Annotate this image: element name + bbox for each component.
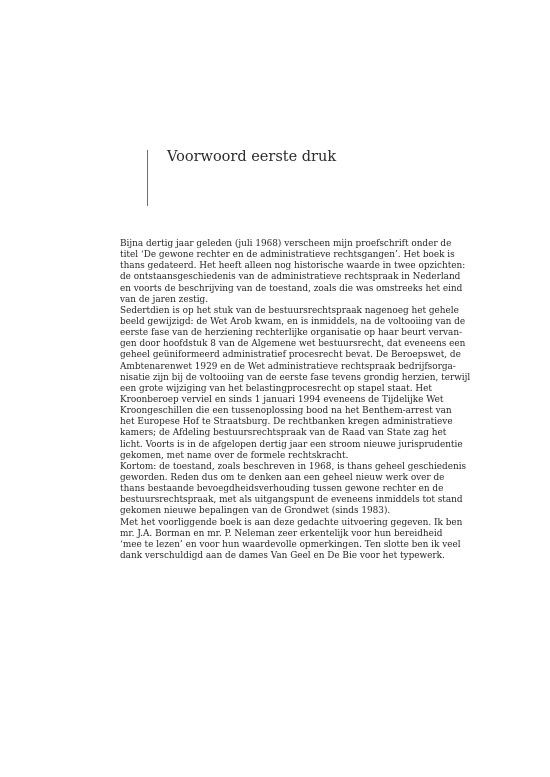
text-line: Kroongeschillen die een tussenoplossing bood na het Benthem-arrest van [120, 406, 452, 417]
text-line: beeld gewijzigd: de Wet Arob kwam, en is inmiddels, na de voltooiing van de [120, 316, 466, 327]
heading-rule [147, 150, 148, 206]
text-line: titel ‘De gewone rechter en de administratieve rechtsgangen’. Het boek is [120, 250, 455, 261]
text-line: bestuursrechtspraak, met als uitgangspunt de eveneens inmiddels tot stand [120, 495, 463, 506]
text-line: het Europese Hof te Straatsburg. De rechtbanken kregen administratieve [120, 417, 453, 428]
text-line: van de jaren zestig. [120, 294, 209, 305]
text-line: gekomen, met name over de formele rechtskracht. [120, 450, 349, 461]
body-text [120, 239, 471, 562]
text-line: de ontstaansgeschiedenis van de administratieve rechtspraak in Nederland [120, 272, 461, 283]
text-line: kamers; de Afdeling bestuursrechtspraak van de Raad van State zag het [120, 428, 447, 439]
text-line: geworden. Reden dus om te denken aan een geheel nieuw werk over de [120, 472, 445, 483]
text-line: nisatie zijn bij de voltooiing van de eerste fase tevens grondig herzien, terwijl [120, 372, 471, 383]
text-line: geheel geüniformeerd administratief procesrecht bevat. De Beroepswet, de [120, 350, 461, 361]
text-line: mr. J.A. Borman en mr. P. Neleman zeer erkentelijk voor hun bereidheid [120, 528, 443, 539]
text-line: thans gedateerd. Het heeft alleen nog historische waarde in twee opzichten: [120, 261, 466, 272]
text-line: gekomen nieuwe bepalingen van de Grondwet (sinds 1983). [120, 506, 391, 517]
text-line: Sedertdien is op het stuk van de bestuursrechtspraak nagenoeg het gehele [120, 305, 459, 316]
text-line: eerste fase van de herziening rechterlijke organisatie op haar beurt vervan- [120, 328, 463, 339]
page-title: Voorwoord eerste druk [167, 149, 337, 165]
text-line: en voorts de beschrijving van de toestand, zoals die was omstreeks het eind [120, 283, 463, 294]
text-line: dank verschuldigd aan de dames Van Geel en De Bie voor het typewerk. [120, 550, 445, 561]
text-line: gen door hoofdstuk 8 van de Algemene wet bestuursrecht, dat eveneens een [120, 339, 466, 350]
text-line: licht. Voorts is in de afgelopen dertig jaar een stroom nieuwe jurisprudentie [120, 439, 463, 450]
text-line: Ambtenarenwet 1929 en de Wet administratieve rechtspraak bedrijfsorga- [120, 361, 456, 372]
text-line: Kroonberoep verviel en sinds 1 januari 1994 eveneens de Tijdelijke Wet [120, 394, 444, 405]
text-line: Bijna dertig jaar geleden (juli 1968) verscheen mijn proefschrift onder de [120, 239, 452, 249]
text-line: ‘mee te lezen’ en voor hun waardevolle opmerkingen. Ten slotte ben ik veel [120, 539, 461, 550]
text-line: thans bestaande bevoegdheidsverhouding tussen gewone rechter en de [120, 484, 444, 495]
text-line: Kortom: de toestand, zoals beschreven in 1968, is thans geheel geschiedenis [120, 461, 467, 472]
text-line: een grote wijziging van het belastingprocesrecht op stapel staat. Het [120, 383, 432, 394]
text-line: Met het voorliggende boek is aan deze gedachte uitvoering gegeven. Ik ben [120, 517, 463, 528]
